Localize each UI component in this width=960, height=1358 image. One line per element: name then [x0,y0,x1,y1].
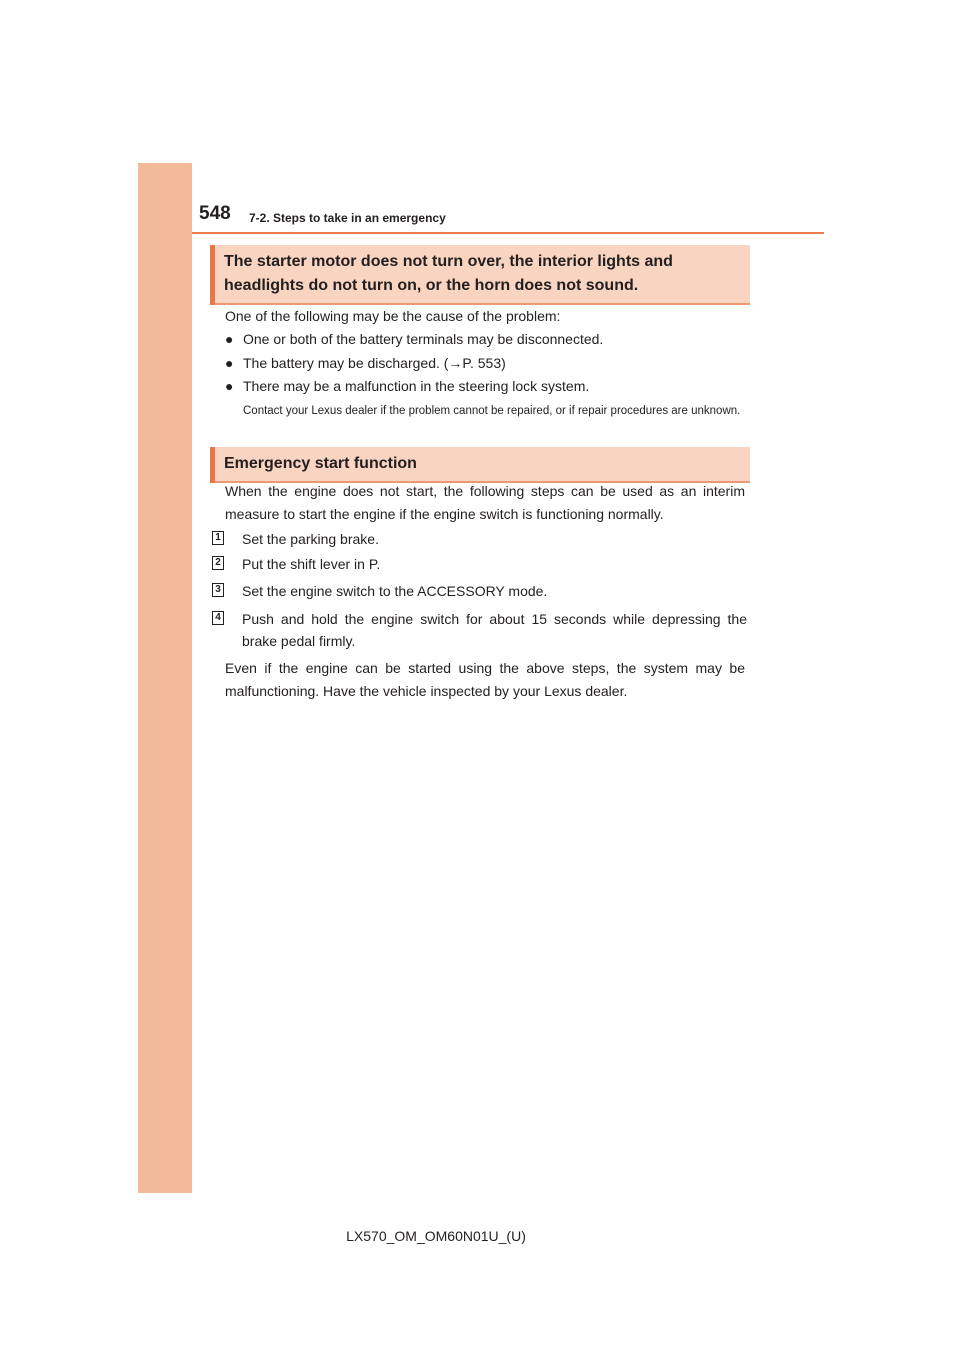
section-title: 7-2. Steps to take in an emergency [249,211,446,225]
document-code: LX570_OM_OM60N01U_(U) [346,1228,526,1244]
bullet-dot-icon: ● [225,331,234,347]
side-band [138,163,192,1193]
cause-intro: One of the following may be the cause of the problem: [225,308,561,324]
bullet-dot-icon: ● [225,355,234,371]
step-number-badge: 1 [212,531,224,545]
bullet-dot-icon: ● [225,378,234,394]
step-number-badge: 2 [212,556,224,570]
heading-starter-motor: The starter motor does not turn over, the interior lights and headlights do not turn on, or the horn does not sound. [210,245,750,305]
step-number-badge: 3 [212,583,224,597]
page-number: 548 [199,203,231,224]
header-rule [192,232,824,234]
step-number-badge: 4 [212,611,224,625]
footer [0,1228,960,1244]
dealer-note: Contact your Lexus dealer if the problem cannot be repaired, or if repair procedures are unknown. [243,405,741,417]
emergency-intro: When the engine does not start, the following steps can be used as an interim measure to start the engine if the engine switch is functioning normally. [225,483,745,522]
closing-paragraph: Even if the engine can be started using the above steps, the system may be malfunctioning. Have the vehicle inspected by your Lexus dealer. [225,660,745,699]
heading-emergency-start: Emergency start function [210,447,750,483]
